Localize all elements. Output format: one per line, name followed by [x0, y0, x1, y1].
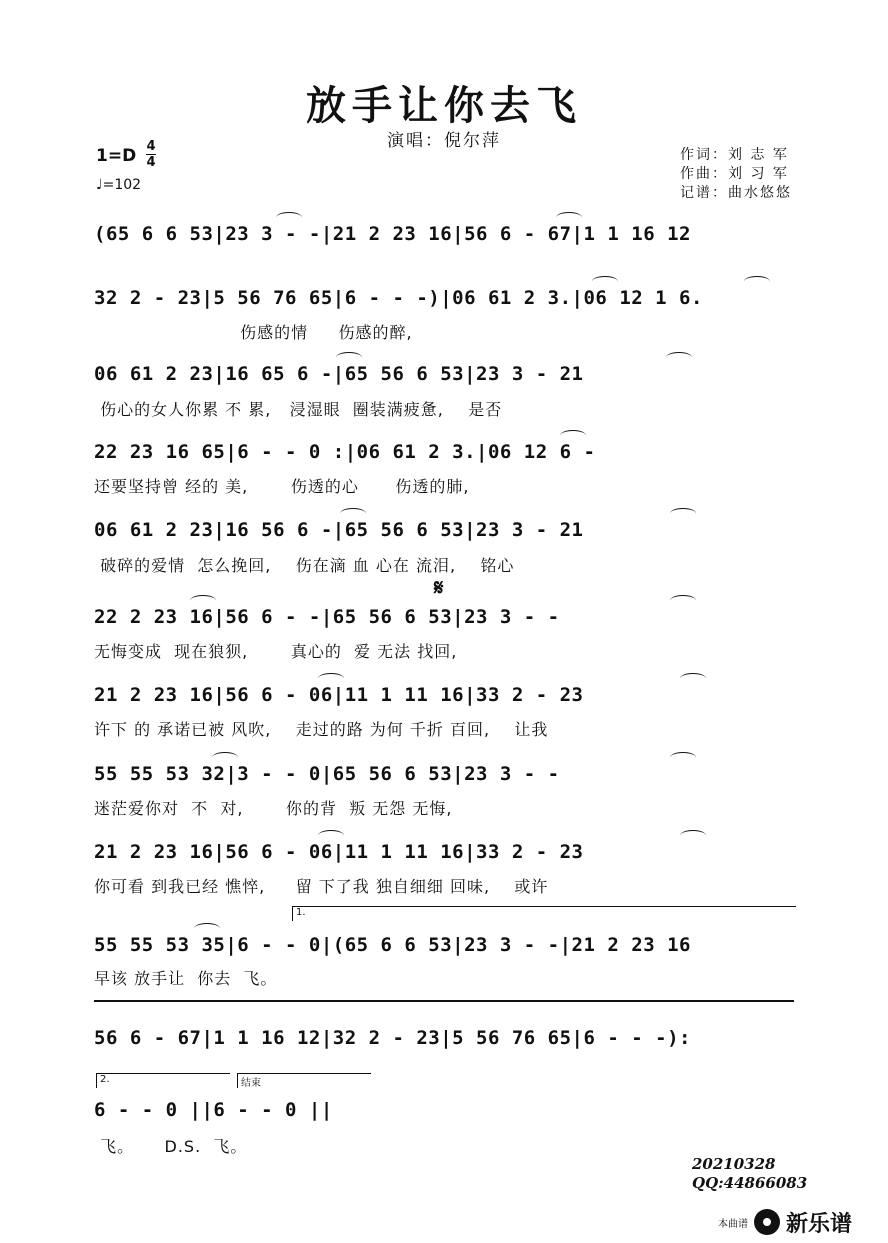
notation-line: 55 55 53 35|6 - - 0|(65 6 6 53|23 3 - -|21 2 23 16	[94, 934, 691, 956]
slur-arc	[560, 430, 586, 441]
slur-arc	[194, 923, 220, 934]
notation-line: 06 61 2 23|16 65 6 -|65 56 6 53|23 3 - 21	[94, 363, 584, 385]
score-row-3	[94, 362, 806, 386]
transcriber-credit: 记谱：曲水悠悠	[680, 185, 792, 201]
notation-line: 06 61 2 23|16 56 6 -|65 56 6 53|23 3 - 21	[94, 519, 584, 541]
watermark-brand: 新乐谱	[786, 1211, 853, 1237]
slur-arc	[318, 830, 344, 841]
transcription-date: 20210328	[692, 1155, 776, 1173]
time-top: 4	[146, 139, 156, 154]
notation-line: 56 6 - 67|1 1 16 12|32 2 - 23|5 56 76 65|6 - - -):	[94, 1027, 691, 1049]
slur-arc	[744, 276, 770, 287]
lyric-line-6: 无悔变成 现在狼狈, 真心的 爱 无法 找回,	[94, 642, 458, 661]
singer-line: 演唱：倪尔萍	[387, 131, 501, 151]
score-row-4	[94, 440, 806, 464]
slur-arc	[670, 508, 696, 519]
lyric-line-9: 你可看 到我已经 憔悴, 留 下了我 独自细细 回味, 或许	[94, 877, 549, 896]
score-row-8	[94, 762, 806, 786]
slur-arc	[670, 595, 696, 606]
notation-line: 21 2 23 16|56 6 - 06|11 1 11 16|33 2 - 23	[94, 684, 584, 706]
composer-credit: 作曲：刘 习 军	[680, 166, 789, 182]
lyricist-credit: 作词：刘 志 军	[680, 147, 789, 163]
slur-arc	[336, 352, 362, 363]
lyric-line-10: 早该 放手让 你去 飞。	[94, 969, 278, 988]
slur-arc	[666, 352, 692, 363]
notation-line: 55 55 53 32|3 - - 0|65 56 6 53|23 3 - -	[94, 763, 560, 785]
notation-line: 21 2 23 16|56 6 - 06|11 1 11 16|33 2 - 23	[94, 841, 584, 863]
lyric-line-7: 许下 的 承诺已被 风吹, 走过的路 为何 千折 百回, 让我	[94, 720, 549, 739]
slur-arc	[670, 752, 696, 763]
slur-arc	[592, 276, 618, 287]
notation-line: 32 2 - 23|5 56 76 65|6 - - -)|06 61 2 3.|06 12 1 6.	[94, 287, 703, 309]
volta-bracket-1: 1.	[292, 906, 796, 921]
slur-arc	[680, 673, 706, 684]
time-bottom: 4	[146, 155, 156, 170]
score-row-5	[94, 518, 806, 542]
credits-block	[680, 146, 792, 203]
record-disc-icon	[754, 1209, 780, 1235]
notation-line: 22 2 23 16|56 6 - -|65 56 6 53|23 3 - -	[94, 606, 560, 628]
tempo-marking: ♩=102	[96, 177, 142, 193]
slur-arc	[680, 830, 706, 841]
volta-continuation-line	[94, 1000, 794, 1002]
ending-bracket: 结束	[237, 1073, 371, 1088]
slur-arc	[190, 595, 216, 606]
lyric-line-12: 飞。 D.S. 飞。	[94, 1137, 248, 1156]
time-signature	[146, 140, 156, 169]
key-signature: 1=D	[96, 146, 137, 166]
score-row-11	[94, 1026, 806, 1050]
score-row-6	[94, 605, 806, 629]
notation-line: (65 6 6 53|23 3 - -|21 2 23 16|56 6 - 67|1 1 16 12	[94, 223, 691, 245]
transcriber-qq: QQ:44866083	[692, 1174, 808, 1192]
slur-arc	[556, 212, 582, 223]
score-row-7	[94, 683, 806, 707]
lyric-line-8: 迷茫爱你对 不 对, 你的背 叛 无怨 无悔,	[94, 799, 453, 818]
song-title: 放手让你去飞	[306, 82, 582, 129]
slur-arc	[276, 212, 302, 223]
notation-line: 6 - - 0 ||6 - - 0 ||	[94, 1099, 333, 1121]
lyric-line-4: 还要坚持曾 经的 美, 伤透的心 伤透的肺,	[94, 477, 470, 496]
lyric-line-5: 破碎的爱情 怎么挽回, 伤在滴 血 心在 流泪, 铭心	[94, 556, 515, 575]
lyric-line-3: 伤心的女人你累 不 累, 浸湿眼 圈装满疲惫, 是否	[94, 400, 503, 419]
slur-arc	[212, 752, 238, 763]
score-row-12	[94, 1098, 414, 1122]
slur-arc	[318, 673, 344, 684]
score-row-2	[94, 286, 806, 310]
segno-sign: 𝄋	[434, 576, 444, 601]
site-watermark	[718, 1208, 852, 1236]
score-row-9	[94, 840, 806, 864]
volta-bracket-2: 2.	[96, 1073, 230, 1088]
slur-arc	[340, 508, 366, 519]
lyric-line-2: 伤感的情 伤感的醉,	[94, 323, 413, 342]
watermark-caption: 本曲谱	[718, 1218, 748, 1230]
score-row-1	[94, 222, 806, 246]
transcription-stamp	[692, 1155, 807, 1193]
score-row-10	[94, 933, 806, 957]
notation-line: 22 23 16 65|6 - - 0 :|06 61 2 3.|06 12 6 -	[94, 441, 596, 463]
